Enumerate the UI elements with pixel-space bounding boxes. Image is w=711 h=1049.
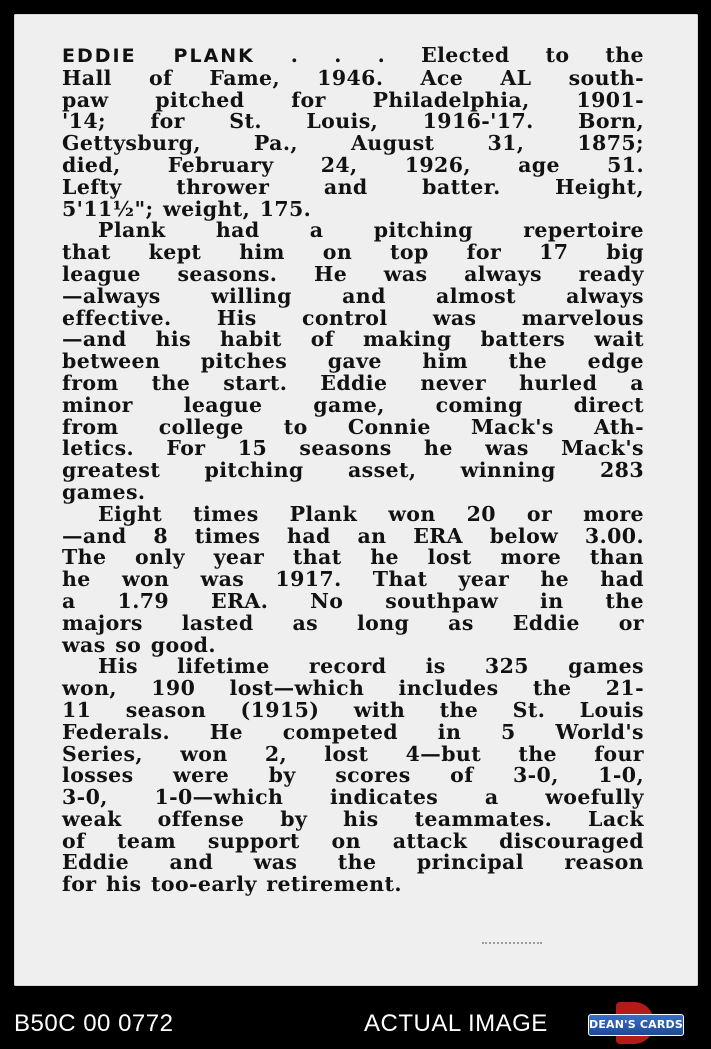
bio-line: paw pitched for Philadelphia, 1901- <box>62 87 644 112</box>
bio-line: games. <box>62 479 146 504</box>
bio-line: a 1.79 ERA. No southpaw in the <box>62 588 644 613</box>
bio-line: The only year that he lost more than <box>62 545 644 570</box>
bio-line: —and his habit of making batters wait <box>62 327 644 352</box>
bio-line: —always willing and almost always <box>62 283 644 308</box>
bio-line: from the start. Eddie never hurled a <box>62 370 644 395</box>
bio-line: majors lasted as long as Eddie or <box>62 610 644 635</box>
bio-line: EDDIE PLANK . . . Elected to the <box>62 43 644 67</box>
bio-line: letics. For 15 seasons he was Mack's <box>62 436 644 461</box>
actual-image-label: ACTUAL IMAGE <box>364 1010 548 1037</box>
logo-banner-text: DEAN'S CARDS <box>588 1014 684 1036</box>
bio-line: His lifetime record is 325 games <box>98 654 644 679</box>
bio-line: from college to Connie Mack's Ath- <box>62 414 644 439</box>
bio-line: losses were by scores of 3-0, 1-0, <box>62 763 644 788</box>
bio-line: minor league game, coming direct <box>62 392 644 417</box>
card-back <box>14 14 698 986</box>
card-bio-text <box>62 45 644 896</box>
bio-line: '14; for St. Louis, 1916-'17. Born, <box>62 109 644 134</box>
bio-line: for his too-early retirement. <box>62 872 402 897</box>
bio-line: Eight times Plank won 20 or more <box>98 501 644 526</box>
bio-line: greatest pitching asset, winning 283 <box>62 458 644 483</box>
bio-line: was so good. <box>62 632 216 657</box>
player-name: EDDIE PLANK <box>62 45 255 67</box>
deans-cards-logo <box>588 1002 686 1046</box>
bio-line: between pitches gave him the edge <box>62 349 644 374</box>
bio-line: Gettysburg, Pa., August 31, 1875; <box>62 131 644 156</box>
bio-line: of team support on attack discouraged <box>62 828 644 853</box>
cert-number: B50C 00 0772 <box>14 1010 174 1037</box>
bio-line: won, 190 lost—which includes the 21- <box>62 676 644 701</box>
bio-line: 11 season (1915) with the St. Louis <box>62 697 644 722</box>
bio-line: died, February 24, 1926, age 51. <box>62 152 644 177</box>
bio-line: 3-0, 1-0—which indicates a woefully <box>62 785 644 810</box>
bio-line: he won was 1917. That year he had <box>62 567 644 592</box>
bio-line: Federals. He competed in 5 World's <box>62 719 644 744</box>
bio-line: 5'11½"; weight, 175. <box>62 196 312 221</box>
print-dots-divider <box>482 942 542 946</box>
bio-line: effective. His control was marvelous <box>62 305 644 330</box>
bio-line: Hall of Fame, 1946. Ace AL south- <box>62 65 644 90</box>
bio-line: weak offense by his teammates. Lack <box>62 806 644 831</box>
bio-line: Lefty thrower and batter. Height, <box>62 174 644 199</box>
bio-line: Eddie and was the principal reason <box>62 850 644 875</box>
bio-line: league seasons. He was always ready <box>62 261 644 286</box>
bio-line: that kept him on top for 17 big <box>62 240 644 265</box>
bio-line: —and 8 times had an ERA below 3.00. <box>62 523 644 548</box>
bio-line: Series, won 2, lost 4—but the four <box>62 741 644 766</box>
bio-line: Plank had a pitching repertoire <box>98 218 644 243</box>
